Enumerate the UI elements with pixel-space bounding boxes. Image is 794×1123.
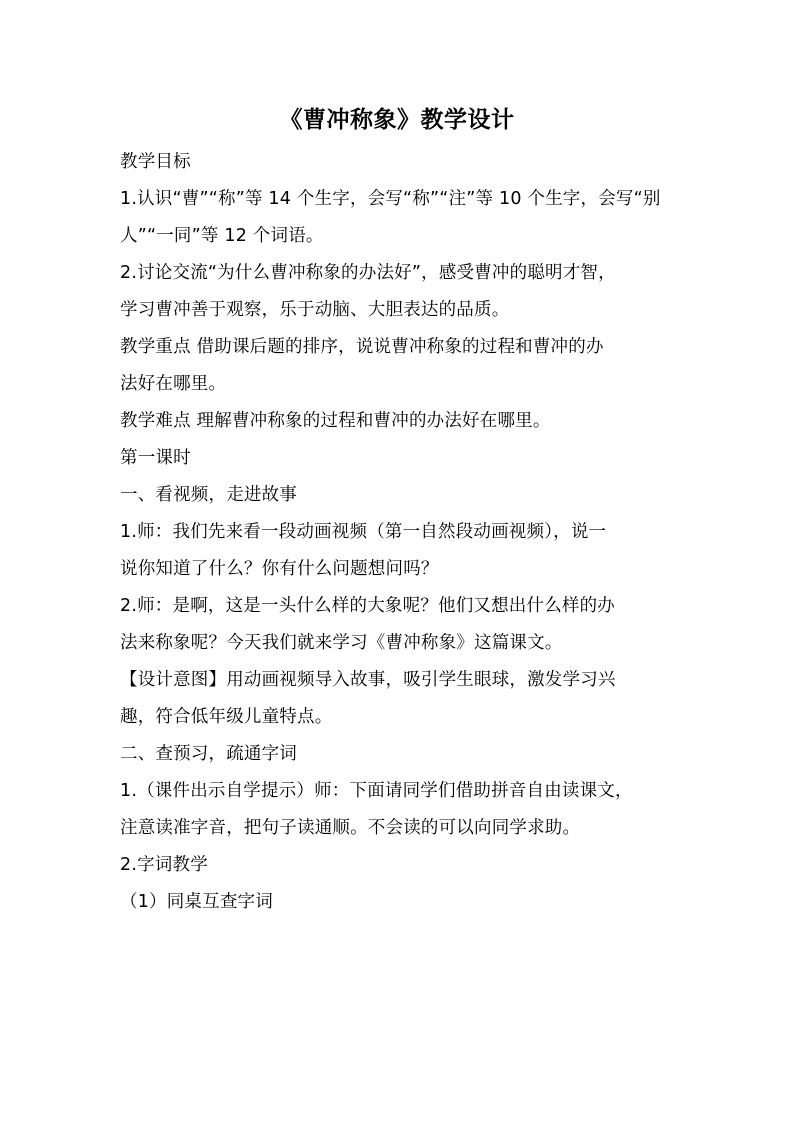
paragraph-line: 法好在哪里。 bbox=[120, 374, 227, 394]
paragraph-line: 2.师：是啊，这是一头什么样的大象呢？他们又想出什么样的办 bbox=[120, 596, 615, 616]
paragraph-line: 注意读准字音，把句子读通顺。不会读的可以向同学求助。 bbox=[120, 818, 581, 838]
paragraph-line: 1.（课件出示自学提示）师：下面请同学们借助拼音自由读课文， bbox=[120, 781, 633, 801]
paragraph-line: 法来称象呢？今天我们就来学习《曹冲称象》这篇课文。 bbox=[120, 633, 563, 653]
paragraph-line: 学习曹冲善于观察，乐于动脑、大胆表达的品质。 bbox=[120, 300, 510, 320]
paragraph-line: 说你知道了什么？你有什么问题想问吗？ bbox=[120, 559, 439, 579]
paragraph-line: 1.师：我们先来看一段动画视频（第一自然段动画视频），说一 bbox=[120, 522, 607, 542]
paragraph-line: 1.认识“曹”“称”等 14 个生字，会写“称”“注”等 10 个生字，会写“别 bbox=[120, 189, 661, 209]
paragraph-line: 人”“一同”等 12 个词语。 bbox=[120, 226, 324, 246]
paragraph-line: 教学重点 借助课后题的排序，说说曹冲称象的过程和曹冲的办 bbox=[120, 337, 604, 357]
paragraph-line: 2.讨论交流“为什么曹冲称象的办法好”，感受曹冲的聪明才智， bbox=[120, 263, 616, 283]
section-heading-video: 一、看视频，走进故事 bbox=[120, 485, 297, 505]
document-body bbox=[120, 144, 680, 921]
document-title: 《曹冲称象》教学设计 bbox=[279, 107, 515, 133]
section-heading-first-lesson: 第一课时 bbox=[120, 448, 191, 468]
paragraph-line: （1）同桌互查字词 bbox=[120, 892, 273, 912]
paragraph-line: 2.字词教学 bbox=[120, 855, 208, 875]
section-heading-preview: 二、查预习，疏通字词 bbox=[120, 744, 297, 764]
paragraph-line: 【设计意图】用动画视频导入故事，吸引学生眼球，激发学习兴 bbox=[120, 670, 616, 690]
paragraph-line: 教学难点 理解曹冲称象的过程和曹冲的办法好在哪里。 bbox=[120, 411, 551, 431]
section-heading-objectives: 教学目标 bbox=[120, 152, 191, 172]
paragraph-line: 趣，符合低年级儿童特点。 bbox=[120, 707, 333, 727]
